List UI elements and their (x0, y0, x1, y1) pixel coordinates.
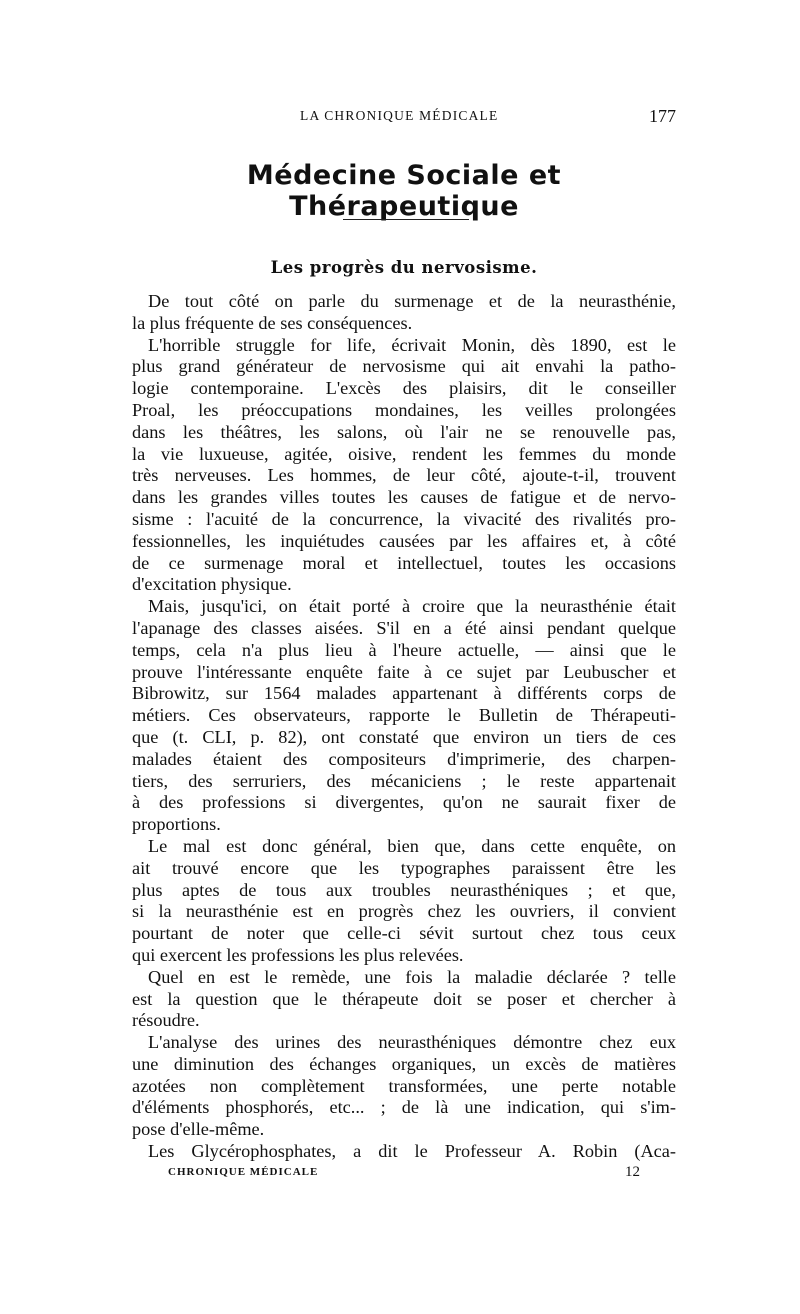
text-line: L'horrible struggle for life, écrivait Monin, dès 1890, est le (148, 334, 676, 355)
text-line: tiers, des serruriers, des mécaniciens ; le reste appartenait (132, 770, 676, 791)
page-number: 177 (649, 106, 676, 126)
text-line: Bibrowitz, sur 1564 malades appartenant à différents corps de (132, 683, 676, 704)
text-line: Proal, les préoccupations mondaines, les veilles prolongées (132, 399, 676, 420)
section-title: Médecine Sociale et Thérapeutique (246, 160, 562, 222)
article-body (132, 291, 676, 1163)
text-line: si la neurasthénie est en progrès chez les ouvriers, il convient (132, 901, 676, 922)
text-line: pose d'elle-même. (132, 1119, 265, 1140)
page-footer (168, 1166, 640, 1186)
text-line: pourtant de noter que celle-ci sévit surtout chez tous ceux (132, 923, 676, 944)
signature-mark: 12 (625, 1164, 640, 1180)
text-line: proportions. (132, 814, 221, 835)
text-line: que (t. CLI, p. 82), ont constaté que environ un tiers de ces (132, 726, 676, 747)
article-subtitle: Les progrès du nervosisme. (270, 258, 538, 277)
running-head (132, 106, 676, 130)
text-line: azotées non complètement transformées, une perte notable (132, 1075, 676, 1096)
text-line: est la question que le thérapeute doit se poser et chercher à (132, 988, 676, 1009)
text-line: ait trouvé encore que les typographes paraissent être les (132, 857, 676, 878)
text-line: De tout côté on parle du surmenage et de la neurasthénie, (148, 291, 676, 311)
text-line: Mais, jusqu'ici, on était porté à croire que la neurasthénie était (148, 596, 676, 617)
text-line: métiers. Ces observateurs, rapporte le Bulletin de Thérapeuti- (132, 705, 676, 726)
text-line: très nerveuses. Les hommes, de leur côté, ajoute-t-il, trouvent (132, 465, 676, 486)
text-line: la vie luxueuse, agitée, oisive, rendent les femmes du monde (132, 443, 676, 464)
text-line: l'apanage des classes aisées. S'il en a été ainsi pendant quelque (132, 617, 676, 638)
title-divider (343, 219, 469, 220)
text-line: sisme : l'acuité de la concurrence, la vivacité des rivalités pro- (132, 508, 676, 529)
signature-title: CHRONIQUE MÉDICALE (168, 1166, 319, 1178)
text-line: L'analyse des urines des neurasthéniques démontre chez eux (148, 1032, 676, 1053)
text-line: Les Glycérophosphates, a dit le Professeur A. Robin (Aca- (148, 1141, 676, 1162)
running-title: LA CHRONIQUE MÉDICALE (300, 108, 499, 123)
text-line: temps, cela n'a plus lieu à l'heure actuelle, — ainsi que le (132, 639, 676, 660)
text-line: dans les théâtres, les salons, où l'air ne se renouvelle pas, (132, 421, 676, 442)
text-line: une diminution des échanges organiques, un excès de matières (132, 1053, 676, 1074)
text-line: logie contemporaine. L'excès des plaisirs, dit le conseiller (132, 378, 676, 399)
text-line: d'éléments phosphorés, etc... ; de là une indication, qui s'im- (132, 1097, 676, 1118)
text-line: à des professions si divergentes, qu'on ne saurait fixer de (132, 792, 676, 813)
text-line: prouve l'intéressante enquête faite à ce sujet par Leubuscher et (132, 661, 676, 682)
text-line: résoudre. (132, 1010, 200, 1031)
text-line: plus aptes de tous aux troubles neurasthéniques ; et que, (132, 879, 676, 900)
text-line: dans les grandes villes toutes les causes de fatigue et de nervo- (132, 487, 676, 508)
text-line: la plus fréquente de ses conséquences. (132, 312, 413, 333)
text-line: plus grand générateur de nervosisme qui ait envahi la patho- (132, 356, 676, 377)
text-line: d'excitation physique. (132, 574, 292, 595)
text-line: qui exercent les professions les plus relevées. (132, 944, 464, 965)
text-line: Quel en est le remède, une fois la maladie déclarée ? telle (148, 966, 676, 987)
text-line: Le mal est donc général, bien que, dans cette enquête, on (148, 835, 676, 856)
text-line: de ce surmenage moral et intellectuel, toutes les occasions (132, 552, 676, 573)
text-line: malades étaient des compositeurs d'imprimerie, des charpen- (132, 748, 676, 769)
text-line: fessionnelles, les inquiétudes causées par les affaires et, à côté (132, 530, 676, 551)
